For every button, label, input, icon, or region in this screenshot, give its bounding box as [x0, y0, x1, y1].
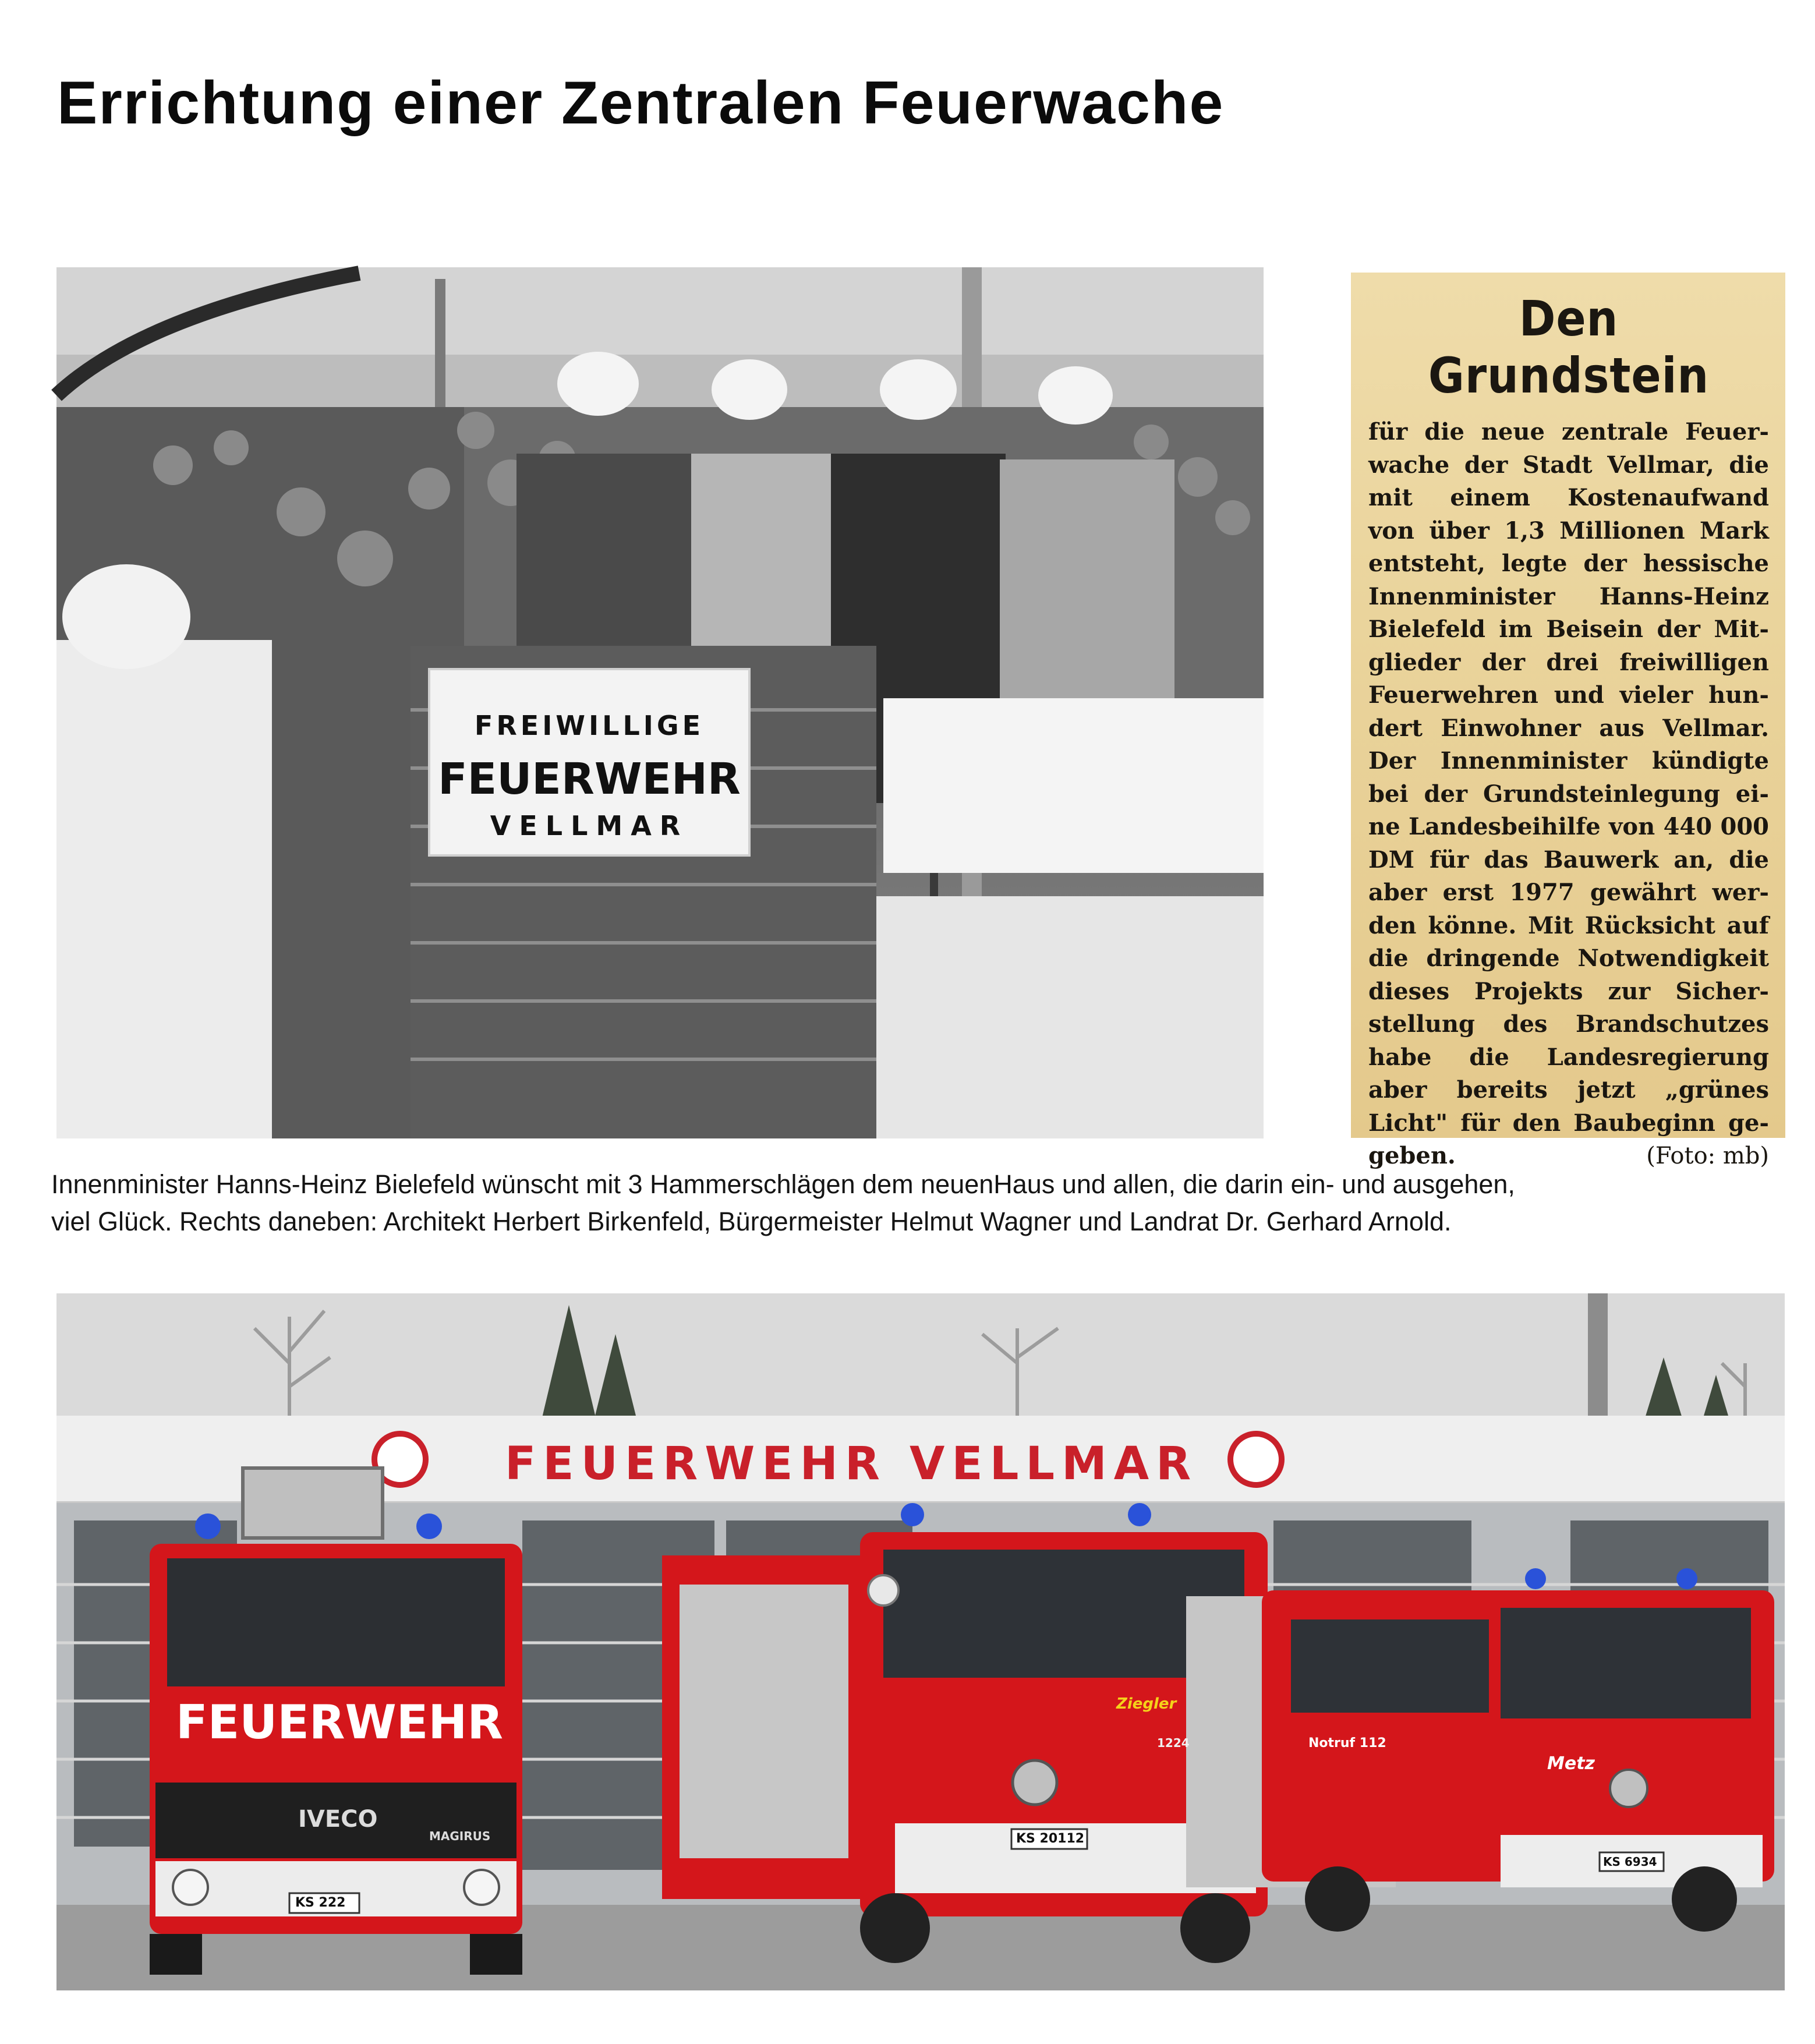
truck3-plate: KS 6934 — [1603, 1855, 1657, 1869]
clipping-line: DM für das Bauwerk an, die — [1368, 846, 1769, 874]
photo-caption — [51, 1166, 1786, 1240]
sign-line-vellmar: VELLMAR — [490, 810, 689, 841]
truck2-plate: KS 20112 — [1016, 1831, 1085, 1846]
clipping-headline: Den Grundstein — [1428, 290, 1710, 404]
newspaper-clipping — [1351, 273, 1785, 1169]
fire-station-photo — [56, 1293, 1785, 1990]
photo-credit: (Foto: mb) — [1646, 1143, 1769, 1169]
page-title: Errichtung einer Zentralen Feuerwache — [57, 69, 1225, 137]
caption-line-2: viel Glück. Rechts daneben: Architekt Herbert Birkenfeld, Bürgermeister Helmut Wagner und Landrat Dr. Gerhard Arnold. — [51, 1207, 1452, 1236]
clipping-line: Licht" für den Baubeginn ge- — [1368, 1109, 1769, 1137]
clipping-line: für die neue zentrale Feuer- — [1368, 418, 1769, 445]
clipping-line: Innenminister Hanns-Heinz — [1368, 582, 1769, 610]
truck1-front-label: FEUERWEHR — [176, 1695, 503, 1749]
clipping-line: die dringende Notwendigkeit — [1368, 945, 1769, 972]
clipping-line: bei der Grundsteinlegung ei- — [1368, 780, 1769, 808]
caption-line-1: Innenminister Hanns-Heinz Bielefeld wünscht mit 3 Hammerschlägen dem neuenHaus und allen, die darin ein- und ausgehen, — [51, 1169, 1515, 1199]
clipping-line: Bielefeld im Beisein der Mit- — [1368, 616, 1769, 643]
clipping-line: dieses Projekts zur Sicher- — [1368, 977, 1769, 1005]
clipping-line: von über 1,3 Millionen Mark — [1368, 517, 1769, 544]
sign-line-freiwillige: FREIWILLIGE — [474, 710, 705, 741]
truck2-brand: Ziegler — [1116, 1695, 1177, 1713]
clipping-line: stellung des Brandschutzes — [1368, 1010, 1769, 1038]
clipping-line: mit einem Kostenaufwand — [1368, 484, 1769, 511]
clipping-line: dert Einwohner aus Vellmar. — [1368, 714, 1769, 742]
clipping-line: habe die Landesregierung — [1368, 1043, 1769, 1071]
clipping-line: aber erst 1977 gewährt wer- — [1368, 879, 1769, 906]
truck1-plate: KS 222 — [295, 1896, 346, 1910]
clipping-line: entsteht, legte der hessische — [1368, 550, 1769, 577]
clipping-line: Feuerwehren und vieler hun- — [1368, 681, 1769, 709]
clipping-text — [1368, 416, 1769, 1173]
truck1-brand: IVECO — [298, 1806, 378, 1833]
clipping-line: Der Innenminister kündigte — [1368, 747, 1769, 775]
clipping-line: aber bereits jetzt „grünes — [1368, 1076, 1769, 1104]
truck1-sub: MAGIRUS — [429, 1829, 491, 1843]
truck2-model: 1224 — [1157, 1736, 1190, 1750]
clipping-line: wache der Stadt Vellmar, die — [1368, 451, 1769, 479]
clipping-last-text: geben. — [1368, 1142, 1456, 1169]
clipping-line: ne Landesbeihilfe von 440 000 — [1368, 813, 1769, 840]
truck3-brand: Metz — [1547, 1753, 1595, 1774]
building-sign: FEUERWEHR VELLMAR — [505, 1438, 1198, 1490]
clipping-line: den könne. Mit Rücksicht auf — [1368, 911, 1769, 939]
ceremony-photo — [56, 267, 1264, 1138]
clipping-line: glieder der drei freiwilligen — [1368, 648, 1769, 676]
sign-line-feuerwehr: FEUERWEHR — [438, 754, 741, 804]
truck3-notruf: Notruf 112 — [1308, 1736, 1386, 1751]
